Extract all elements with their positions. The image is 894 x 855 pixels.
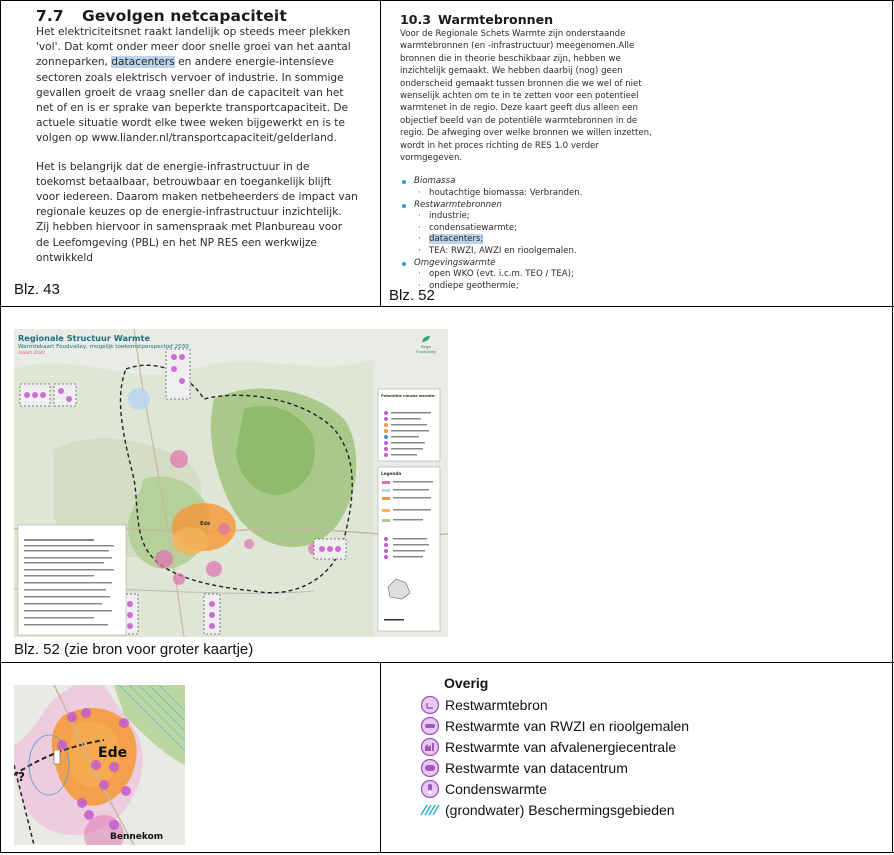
legend-label: Condenswarmte xyxy=(445,780,547,797)
list-subitem: · industrie; xyxy=(402,211,890,223)
list-subitem: · houtachtige biomassa: Verbranden. xyxy=(402,188,890,200)
legend-heading: Legenda xyxy=(381,471,402,476)
list-item: Restwarmtebronnen xyxy=(402,200,890,212)
legend-label: Restwarmte van datacentrum xyxy=(445,759,628,776)
table-border-bottom xyxy=(0,852,894,853)
zoom-map-graphic xyxy=(14,685,185,845)
table-border-top xyxy=(0,0,894,1)
zoom-label-bennekom: Bennekom xyxy=(110,832,164,842)
table-border-right xyxy=(892,0,893,853)
leaf-icon xyxy=(421,335,431,343)
legend-item xyxy=(420,736,880,757)
section-title: Gevolgen netcapaciteit xyxy=(82,7,287,25)
caption-blz-43: Blz. 43 xyxy=(14,281,60,298)
caption-map: Blz. 52 (zie bron voor groter kaartje) xyxy=(14,641,254,658)
list-subitem: · ondiepe geothermie; xyxy=(402,281,890,293)
paragraph-warmtebronnen: Voor de Regionale Schets Warmte zijn onderstaande warmtebronnen (en -infrastructuur) meegenomen.Alle bronnen die in theorie beschikbaar zijn, hebben we inzichtelijk gemaakt. We hebben daarbij (nog) geen onderscheid gemaakt tussen bronnen die we wel of niet wenselijk achten om te in te zetten voor een potentieel warmtenet in de regio. Deze kaart geeft dus alleen een objectief beeld van de potentiële warmtebronnen in de regio. De afweging over welke bronnen we willen inzetten, wordt in het proces richting de RES 1.0 verder vormgegeven. xyxy=(400,29,652,164)
heat-source-list xyxy=(402,176,890,292)
flame-source-icon xyxy=(420,695,440,715)
map-label-ede: Ede xyxy=(200,521,211,527)
zoom-label-q: ? xyxy=(18,770,25,784)
table-col-divider xyxy=(380,0,381,307)
legend-item xyxy=(420,799,880,820)
map-graphic xyxy=(14,329,448,637)
legend-item xyxy=(420,715,880,736)
paragraph-netcapaciteit xyxy=(36,25,358,147)
legend-heading: Potentiële nieuwe warmte- xyxy=(381,394,436,398)
caption-blz-52: Blz. 52 xyxy=(389,287,435,304)
list-subitem xyxy=(402,234,890,246)
table-row-divider xyxy=(0,662,894,663)
map-title: Regionale Structuur Warmte xyxy=(18,333,151,343)
legend-label: Restwarmte van afvalenergiecentrale xyxy=(445,738,677,755)
logo-text: Regio FoodValley xyxy=(416,344,436,354)
legend-item xyxy=(420,778,880,799)
section-heading xyxy=(36,7,379,25)
regional-heat-structure-map xyxy=(14,329,448,637)
legend-label: Restwarmte van RWZI en rioolgemalen xyxy=(445,717,690,734)
table-border-left xyxy=(0,0,1,853)
paragraph-text: Het elektriciteitsnet raakt landelijk op steeds meer plekken 'vol'. Dat komt onder meer door snelle groei van het aantal zonneparken, xyxy=(36,26,351,69)
sewage-icon xyxy=(420,716,440,736)
map-subtitle: Warmtekaart Foodvalley, mogelijk toekomstperspectief 2030 xyxy=(18,344,189,350)
ede-zoom-map xyxy=(14,685,185,845)
list-subitem: · open WKO (evt. i.c.m. TEO / TEA); xyxy=(402,269,890,281)
datacenter-icon xyxy=(420,758,440,778)
legend-item xyxy=(420,757,880,778)
list-item: Omgevingswarmte xyxy=(402,258,890,270)
list-subitem: · condensatiewarmte; xyxy=(402,223,890,235)
excerpt-page-52 xyxy=(382,2,890,304)
section-number: 10.3 xyxy=(400,12,432,27)
list-subitem: · TEA: RWZI, AWZI en rioolgemalen. xyxy=(402,246,890,258)
hatch-icon xyxy=(420,800,440,820)
legend-label: Restwarmtebron xyxy=(445,696,548,713)
legend-overig xyxy=(420,675,880,820)
section-title: Warmtebronnen xyxy=(438,12,554,27)
table-row-divider xyxy=(0,306,894,307)
waste-plant-icon xyxy=(420,737,440,757)
condensation-icon xyxy=(420,779,440,799)
legend-item xyxy=(420,694,880,715)
section-heading xyxy=(400,12,890,27)
section-number: 7.7 xyxy=(36,7,64,25)
highlighted-term: datacenters xyxy=(111,56,175,69)
map-date: maart 2020 xyxy=(18,351,45,356)
paragraph-infrastructuur: Het is belangrijk dat de energie-infrastructuur in de toekomst betaalbaar, betrouwbaar en toegankelijk blijft voor iedereen. Daarom maken netbeheerders de impact van regionale keuzes op de energie-infrastructuur inzichtelijk. Zij hebben hiervoor in samenspraak met Planbureau voor de Leefomgeving (PBL) en het NP RES een werkwijze ontwikkeld xyxy=(36,160,358,264)
excerpt-page-43 xyxy=(7,2,379,304)
list-item: Biomassa xyxy=(402,176,890,188)
highlighted-term: datacenters; xyxy=(429,234,484,245)
legend-label: (grondwater) Beschermingsgebieden xyxy=(445,801,675,818)
legend-title: Overig xyxy=(444,675,489,691)
zoom-label-ede: Ede xyxy=(98,745,128,761)
table-col-divider xyxy=(380,662,381,853)
region-logo xyxy=(414,335,438,355)
paragraph-text: en andere energie-intensieve sectoren zoals elektrisch vervoer of industrie. In sommige gevallen groeit de vraag sneller dan de capaciteit van het net of en is er sprake van beperkte transportcapaciteit. De actuele situatie wordt elke twee weken bijgewerkt en is te volgen op www.liander.nl/transportcapaciteit/gelderland. xyxy=(36,56,349,145)
